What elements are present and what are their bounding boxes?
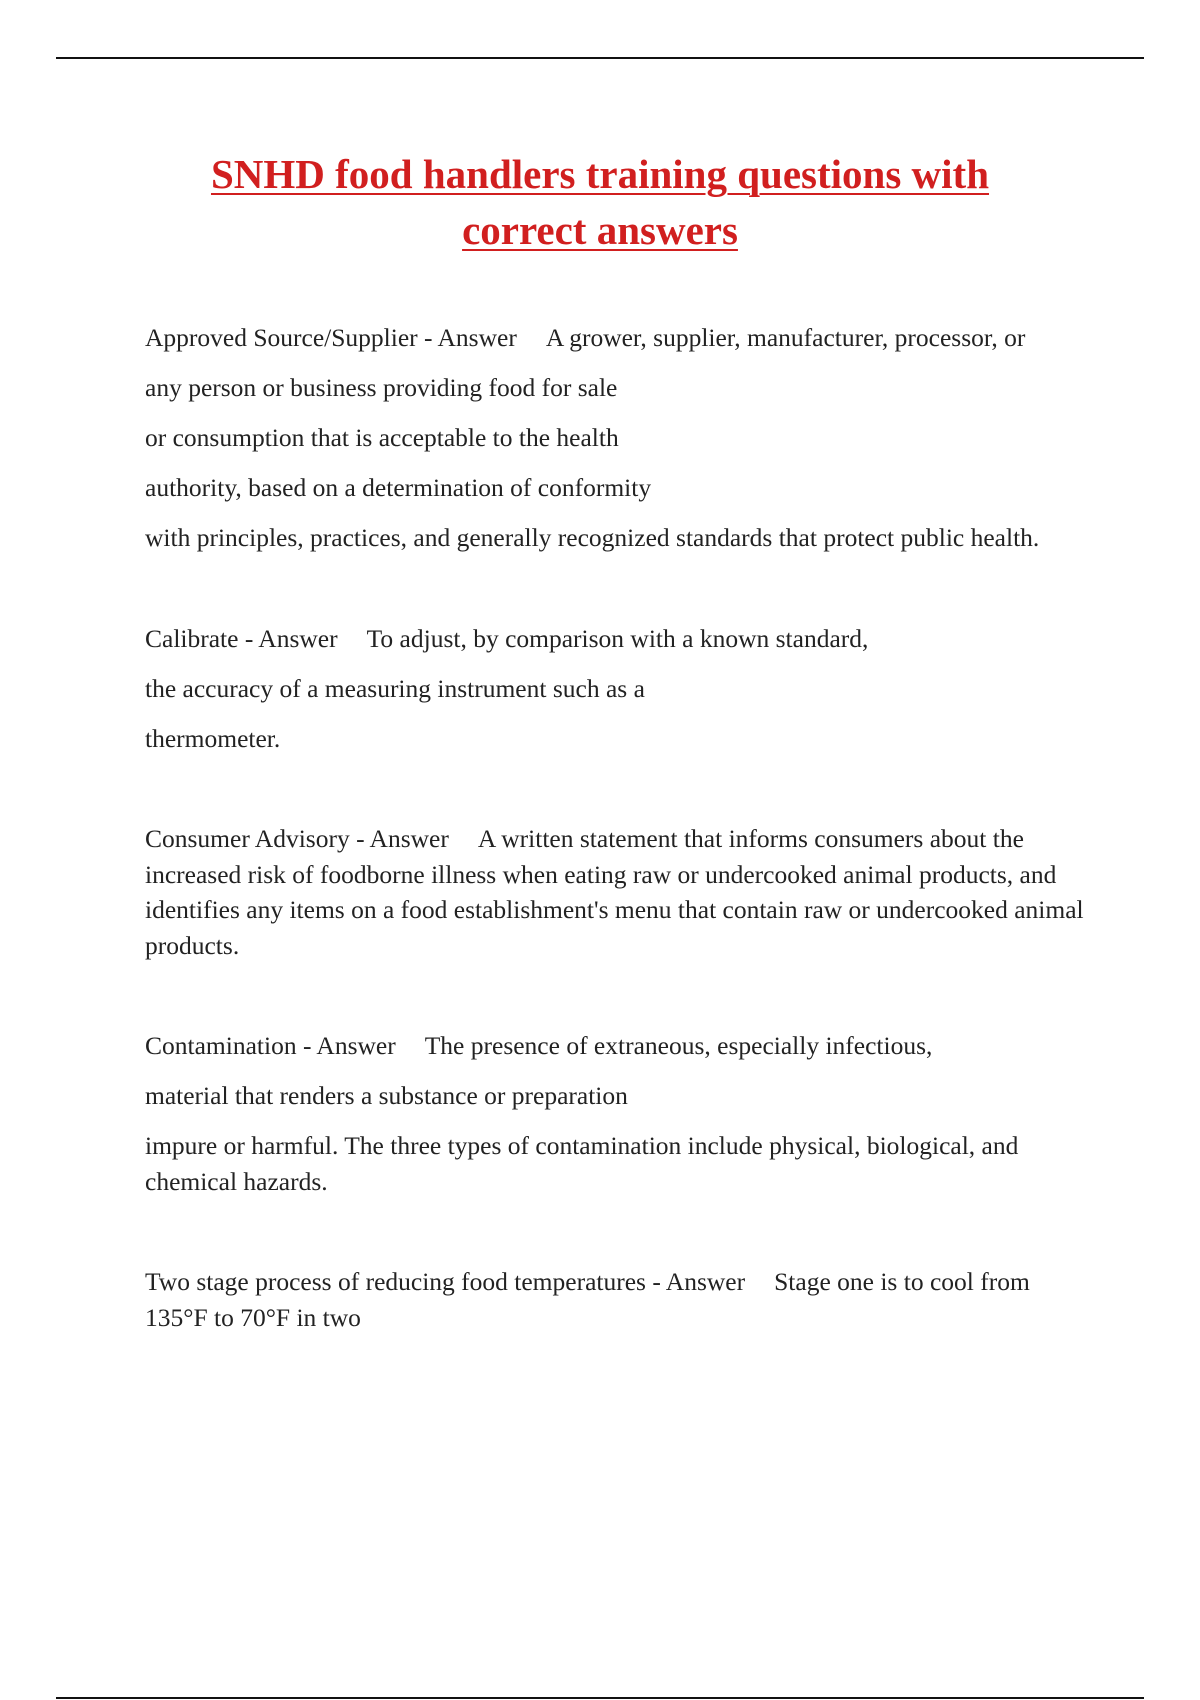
entry-answer-text: A written statement that informs consumers about the increased risk of foodborne illness when eating raw or undercooked animal products, and identifies any items on a food establishment's menu that contain raw or undercooked animal products.	[145, 824, 1084, 960]
entry-line	[145, 621, 1085, 657]
entry-answer-text: Stage one is to cool from 135°F to 70°F in two	[145, 1267, 1030, 1332]
entry-line: the accuracy of a measuring instrument such as a	[145, 673, 645, 703]
answer-separator: - Answer	[238, 623, 338, 653]
entry-term: Approved Source/Supplier	[145, 323, 418, 352]
answer-separator: - Answer	[645, 1267, 746, 1296]
entry-line: thermometer.	[145, 723, 281, 753]
entry-line: authority, based on a determination of conformity	[145, 473, 652, 502]
entry-line: impure or harmful. The three types of contamination include physical, biological, and chemical hazards.	[145, 1131, 1019, 1196]
bottom-rule	[56, 1697, 1144, 1699]
answer-separator: - Answer	[417, 323, 517, 352]
entry-term: Contamination	[145, 1031, 297, 1060]
answer-separator: - Answer	[349, 824, 449, 853]
qa-list	[145, 320, 1085, 1400]
entry-term: Calibrate	[145, 623, 239, 653]
qa-entry-calibrate	[145, 621, 1085, 757]
top-rule	[56, 57, 1144, 59]
title-line-2: correct answers	[462, 207, 738, 253]
qa-entry-two-stage-cooling	[145, 1264, 1085, 1335]
entry-line: or consumption that is acceptable to the health	[145, 423, 619, 452]
entry-answer-text: A grower, supplier, manufacturer, processor, or	[545, 323, 1026, 352]
entry-line	[145, 1028, 1085, 1064]
document-title	[56, 146, 1144, 258]
qa-entry-approved-source	[145, 320, 1085, 556]
entry-term: Two stage process of reducing food temperatures	[145, 1267, 646, 1296]
entry-line	[145, 1264, 1085, 1335]
qa-entry-contamination	[145, 1028, 1085, 1199]
entry-line: with principles, practices, and generally recognized standards that protect public health.	[145, 523, 1040, 552]
entry-term: Consumer Advisory	[145, 824, 350, 853]
answer-separator: - Answer	[296, 1031, 396, 1060]
entry-answer-text: To adjust, by comparison with a known standard,	[366, 623, 869, 653]
entry-line: material that renders a substance or preparation	[145, 1081, 628, 1110]
title-line-1: SNHD food handlers training questions with	[210, 151, 990, 197]
entry-line: any person or business providing food for sale	[145, 373, 618, 402]
entry-line	[145, 821, 1085, 963]
entry-line	[145, 320, 1085, 356]
qa-entry-consumer-advisory	[145, 821, 1085, 963]
entry-answer-text: The presence of extraneous, especially infectious,	[424, 1031, 933, 1060]
